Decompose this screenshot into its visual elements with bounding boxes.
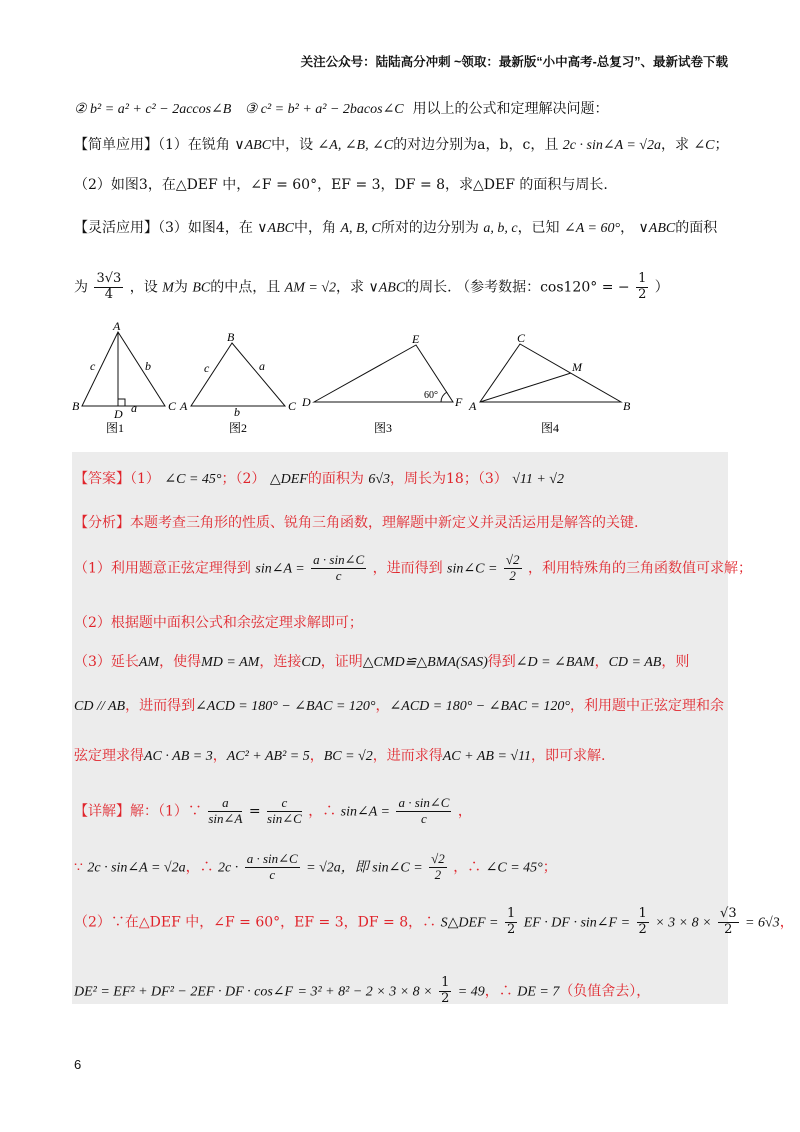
q3-bc: BC xyxy=(192,280,211,296)
detail-line-3 xyxy=(74,906,794,938)
detail-l2-result: ∠C = 45° xyxy=(485,860,543,876)
figures xyxy=(0,0,800,450)
q3-text-l: 的周长. （参考数据：cos120° = − xyxy=(405,279,630,296)
detail-l4a: DE² = EF² + DF² − 2EF · DF · cos∠F xyxy=(74,984,294,1000)
detail-l3-half-1 xyxy=(505,907,517,938)
detail-l3a: （2）∵在△DEF 中，∠F = 60°，EF = 3，DF = 8，∴ xyxy=(74,914,437,931)
q3-triangle-2: ∨ABC xyxy=(638,221,676,236)
detail-l2a: ∵ xyxy=(74,859,83,876)
detail-l2-num2: √2 xyxy=(431,851,445,866)
analysis-line-2: （2）根据题中面积公式和余弦定理求解即可； xyxy=(74,615,363,631)
q3-text-b: 中，角 xyxy=(293,220,336,236)
detail-line-2 xyxy=(74,852,740,883)
answer-3-value: √11 + √2 xyxy=(512,472,564,487)
ref-den: 2 xyxy=(638,286,647,302)
detail-l3-sqrt3 xyxy=(718,907,739,938)
detail-l2b: ，∴ xyxy=(185,859,214,876)
fig4-caption: 图4 xyxy=(541,421,560,435)
fig1-label-a: a xyxy=(131,401,137,415)
detail-l3-h2d: 2 xyxy=(638,921,647,937)
detail-l4-half xyxy=(439,976,451,1007)
detail-frac-1-num: a xyxy=(208,796,242,812)
analysis-l3e: 得到 xyxy=(487,654,516,670)
q3-text-j: 的中点，且 xyxy=(210,279,281,296)
analysis-l3b: ，使得 xyxy=(159,654,202,670)
analysis-l3g: ，则 xyxy=(661,654,690,670)
detail-l3-result: = 6√3 xyxy=(745,915,780,931)
fig2-label-C: C xyxy=(288,399,297,413)
detail-l2e: ，∴ xyxy=(453,859,482,876)
q3-abc: A, B, C xyxy=(340,221,381,236)
analysis-l3-eq2: CD = AB xyxy=(608,655,662,670)
detail-line-4 xyxy=(74,976,740,1007)
analysis-l3d: ，证明 xyxy=(320,654,363,670)
analysis-line-3 xyxy=(74,653,740,672)
analysis-l3-cd: CD xyxy=(301,655,321,670)
q3-text-g: 为 xyxy=(74,279,88,296)
analysis-text: 本题考查三角形的性质、锐角三角函数，理解题中新定义并灵活运用是解答的关键. xyxy=(130,515,639,531)
answer-1-value: ∠C = 45° xyxy=(164,472,222,487)
fig1-caption: 图1 xyxy=(106,421,125,435)
analysis-f2-den: 2 xyxy=(509,567,516,583)
detail-l3-mid2: × 3 × 8 × xyxy=(655,915,712,931)
detail-l4e: （负值舍去）， xyxy=(559,983,651,1000)
detail-l3-s3: √3 xyxy=(720,906,737,921)
detail-l4b: = 3² + 8² − 2 × 3 × 8 × xyxy=(297,984,433,1000)
q3-text-m: ） xyxy=(654,279,669,296)
analysis-l1c: ，利用特殊角的三角函数值可求解； xyxy=(527,560,752,577)
q3-text-h: ，设 xyxy=(129,279,158,296)
detail-l4c: = 49 xyxy=(457,984,485,1000)
fig1-label-D: D xyxy=(114,407,123,421)
q3-text-c: 所对的边分别为 xyxy=(380,220,479,236)
analysis-l4-parallel: CD // AB xyxy=(74,699,126,714)
simple-label: 【简单应用】 xyxy=(74,137,158,153)
detail-l2d: = √2a，即 sin∠C = xyxy=(306,860,423,876)
fig3-caption: 图3 xyxy=(374,421,393,435)
analysis-l3f: ， xyxy=(594,654,609,670)
analysis-label: 【分析】 xyxy=(74,515,130,531)
analysis-l4d: ，利用题中正弦定理和余 xyxy=(569,698,724,714)
q1-ask: ∠C xyxy=(693,138,715,153)
q3-triangle-3: ∨ABC xyxy=(368,280,406,296)
analysis-l1a: （1）利用题意正弦定理得到 xyxy=(74,560,251,577)
fig2-label-A: A xyxy=(180,399,188,413)
answer-2-triangle: △DEF xyxy=(269,472,308,487)
analysis-intro xyxy=(74,514,740,532)
analysis-l3-md: MD = AM xyxy=(201,655,260,670)
fig4-label-M: M xyxy=(572,360,582,374)
q1-text-c: 的对边分别为a，b，c，且 xyxy=(393,137,559,153)
fig1-label-A: A xyxy=(113,319,121,333)
detail-l1d: ， xyxy=(457,803,472,820)
detail-label: 【详解】 xyxy=(74,803,130,820)
analysis-f2-fraction xyxy=(504,553,522,584)
detail-line-1 xyxy=(74,796,740,827)
analysis-l5b: ， xyxy=(212,748,227,764)
detail-l2-cond: 2c · sin∠A = √2a xyxy=(87,860,186,876)
analysis-f1-fraction xyxy=(311,553,366,584)
fig3-angle-arc xyxy=(441,392,447,402)
answer-p2b: 的面积为 xyxy=(307,471,364,487)
formula-3: ③ c² = b² + a² − 2bacos∠C xyxy=(244,102,404,117)
analysis-l5d: ，进而求得 xyxy=(372,748,443,764)
detail-frac-2-den: sin∠C xyxy=(267,810,302,826)
answer-p2: ；（2） xyxy=(221,471,266,487)
detail-l3-area: S△DEF = xyxy=(440,915,499,931)
question-2-line: （2）如图3，在△DEF 中，∠F = 60°，EF = 3，DF = 8，求△DEF 的面积与周长. xyxy=(74,177,608,193)
detail-l2-frac-2 xyxy=(429,852,447,883)
fig2-label-b: b xyxy=(234,405,240,419)
detail-l3-h1: 1 xyxy=(506,906,516,921)
intro-tail: 用以上的公式和定理解决问题： xyxy=(412,101,609,117)
detail-frac-3 xyxy=(396,796,451,827)
answer-label: 【答案】 xyxy=(74,471,130,487)
detail-l3-s3d: 2 xyxy=(724,921,733,937)
analysis-line-5 xyxy=(74,747,740,766)
fig3-label-F: F xyxy=(455,395,463,409)
analysis-l3-eq1: ∠D = ∠BAM xyxy=(515,655,595,670)
fig2-label-B: B xyxy=(227,330,235,344)
q3-triangle: ∨ABC xyxy=(257,221,294,236)
fig4-label-B: B xyxy=(623,399,631,413)
flex-label: 【灵活应用】 xyxy=(74,220,158,236)
area-den: 4 xyxy=(104,286,113,302)
q3-am: AM = √2 xyxy=(284,280,337,296)
q1-angles: ∠A, ∠B, ∠C xyxy=(317,138,394,153)
analysis-l5c: ， xyxy=(309,748,324,764)
answer-p1: （1） xyxy=(130,471,160,487)
detail-l3-half-2 xyxy=(637,907,649,938)
q3-m: M xyxy=(162,280,174,296)
detail-l2-num: a · sin∠C xyxy=(246,851,298,866)
answer-2-area: 6√3 xyxy=(368,472,390,487)
analysis-f2-num: √2 xyxy=(505,552,520,567)
analysis-l4-eq1: ∠ACD = 180° − ∠BAC = 120° xyxy=(195,699,376,714)
q3-text-i: 为 xyxy=(173,279,188,296)
analysis-l3-cong: △CMD≌△BMA(SAS) xyxy=(362,655,488,670)
detail-frac-3-den: c xyxy=(421,810,427,826)
analysis-l4-eq2: ∠ACD = 180° − ∠BAC = 120° xyxy=(389,699,570,714)
analysis-line-1 xyxy=(74,552,752,584)
figure-4 xyxy=(480,344,621,402)
area-num: 3√3 xyxy=(96,271,122,286)
detail-frac-2 xyxy=(267,796,302,827)
analysis-f1-den: c xyxy=(335,567,342,583)
analysis-l5-eq1: AC · AB = 3 xyxy=(144,749,213,764)
answer-line xyxy=(74,470,740,489)
fig3-label-E: E xyxy=(412,332,420,346)
fig1-label-C: C xyxy=(168,399,177,413)
detail-frac-2-num: c xyxy=(267,796,302,812)
q1-text-b: 中，设 xyxy=(271,137,314,153)
analysis-l3-am: AM xyxy=(138,655,160,670)
detail-l3-mid: EF · DF · sin∠F = xyxy=(523,915,631,931)
analysis-l1b: ，进而得到 xyxy=(372,560,443,577)
detail-equals: = xyxy=(248,803,261,820)
detail-l2f: ； xyxy=(542,859,557,876)
detail-l4-result: DE = 7 xyxy=(517,984,560,1000)
analysis-l3c: ，连接 xyxy=(259,654,302,670)
detail-l3-h2: 1 xyxy=(638,906,647,921)
q3-text-e: ， xyxy=(620,220,635,236)
detail-frac-3-num: a · sin∠C xyxy=(398,795,450,810)
q3-text-d: ，已知 xyxy=(517,220,560,236)
formula-2: ② b² = a² + c² − 2accos∠B xyxy=(74,102,232,117)
fig2-label-a: a xyxy=(259,359,265,373)
q1-text-e: ； xyxy=(714,137,729,153)
analysis-l5a: 弦定理求得 xyxy=(74,748,144,764)
ref-num: 1 xyxy=(638,271,647,286)
q3-sides: a, b, c xyxy=(483,221,518,236)
analysis-l5-eq2: AC² + AB² = 5 xyxy=(226,749,310,764)
analysis-l5-eq3: BC = √2 xyxy=(323,749,373,764)
analysis-f1: sin∠A = xyxy=(255,561,305,577)
page-number: 6 xyxy=(74,1057,82,1072)
analysis-f1-num: a · sin∠C xyxy=(313,552,365,567)
page-header: 关注公众号：陆陆高分冲刺 ~领取：最新版“小中高考-总复习”、最新试卷下载 xyxy=(300,55,728,69)
detail-l3b: ， xyxy=(779,914,794,931)
analysis-l5e: ，即可求解. xyxy=(531,748,606,764)
detail-l4-h: 1 xyxy=(441,975,450,990)
analysis-l4b: ，进而得到 xyxy=(125,698,196,714)
fig4-label-A: A xyxy=(469,399,477,413)
q3-text-f: 的面积 xyxy=(675,220,718,236)
detail-l1c: sin∠A = xyxy=(340,804,390,820)
detail-frac-1 xyxy=(208,796,242,827)
fig1-label-c: c xyxy=(90,359,96,373)
fig1-label-B: B xyxy=(72,399,80,413)
q3-text-k: ，求 xyxy=(336,279,365,296)
detail-l2-den2: 2 xyxy=(434,866,442,882)
fig3-label-D: D xyxy=(302,395,311,409)
fig1-label-b: b xyxy=(145,359,151,373)
q3-text-a: （3）如图4，在 xyxy=(158,220,253,236)
q1-condition: 2c · sin∠A = √2a xyxy=(562,138,661,153)
detail-frac-1-den: sin∠A xyxy=(208,810,243,826)
detail-l3-h1d: 2 xyxy=(506,921,516,937)
analysis-line-4 xyxy=(74,697,740,716)
detail-l1b: ，∴ xyxy=(308,803,337,820)
analysis-l5-eq4: AC + AB = √11 xyxy=(442,749,532,764)
q1-triangle: ∨ABC xyxy=(234,138,272,153)
detail-l4-hd: 2 xyxy=(441,990,450,1006)
detail-l4d: ，∴ xyxy=(484,983,513,1000)
detail-l2c: 2c · xyxy=(218,860,239,876)
detail-l1a: 解：（1）∵ xyxy=(130,803,202,820)
q1-text-d: ，求 xyxy=(661,137,689,153)
analysis-l3a: （3）延长 xyxy=(74,654,139,670)
q3-angle: ∠A = 60° xyxy=(564,221,621,236)
q1-text-a: （1）在锐角 xyxy=(158,137,230,153)
fig2-caption: 图2 xyxy=(229,421,248,435)
detail-l2-frac xyxy=(245,852,300,883)
detail-l2-den: c xyxy=(269,866,276,882)
analysis-f2: sin∠C = xyxy=(447,561,498,577)
analysis-l4c: ， xyxy=(375,698,390,714)
fig2-label-c: c xyxy=(204,361,210,375)
fig3-label-angle: 60° xyxy=(424,390,438,401)
fig4-label-C: C xyxy=(517,331,526,345)
answer-p2c: ，周长为18；（3） xyxy=(390,471,508,487)
